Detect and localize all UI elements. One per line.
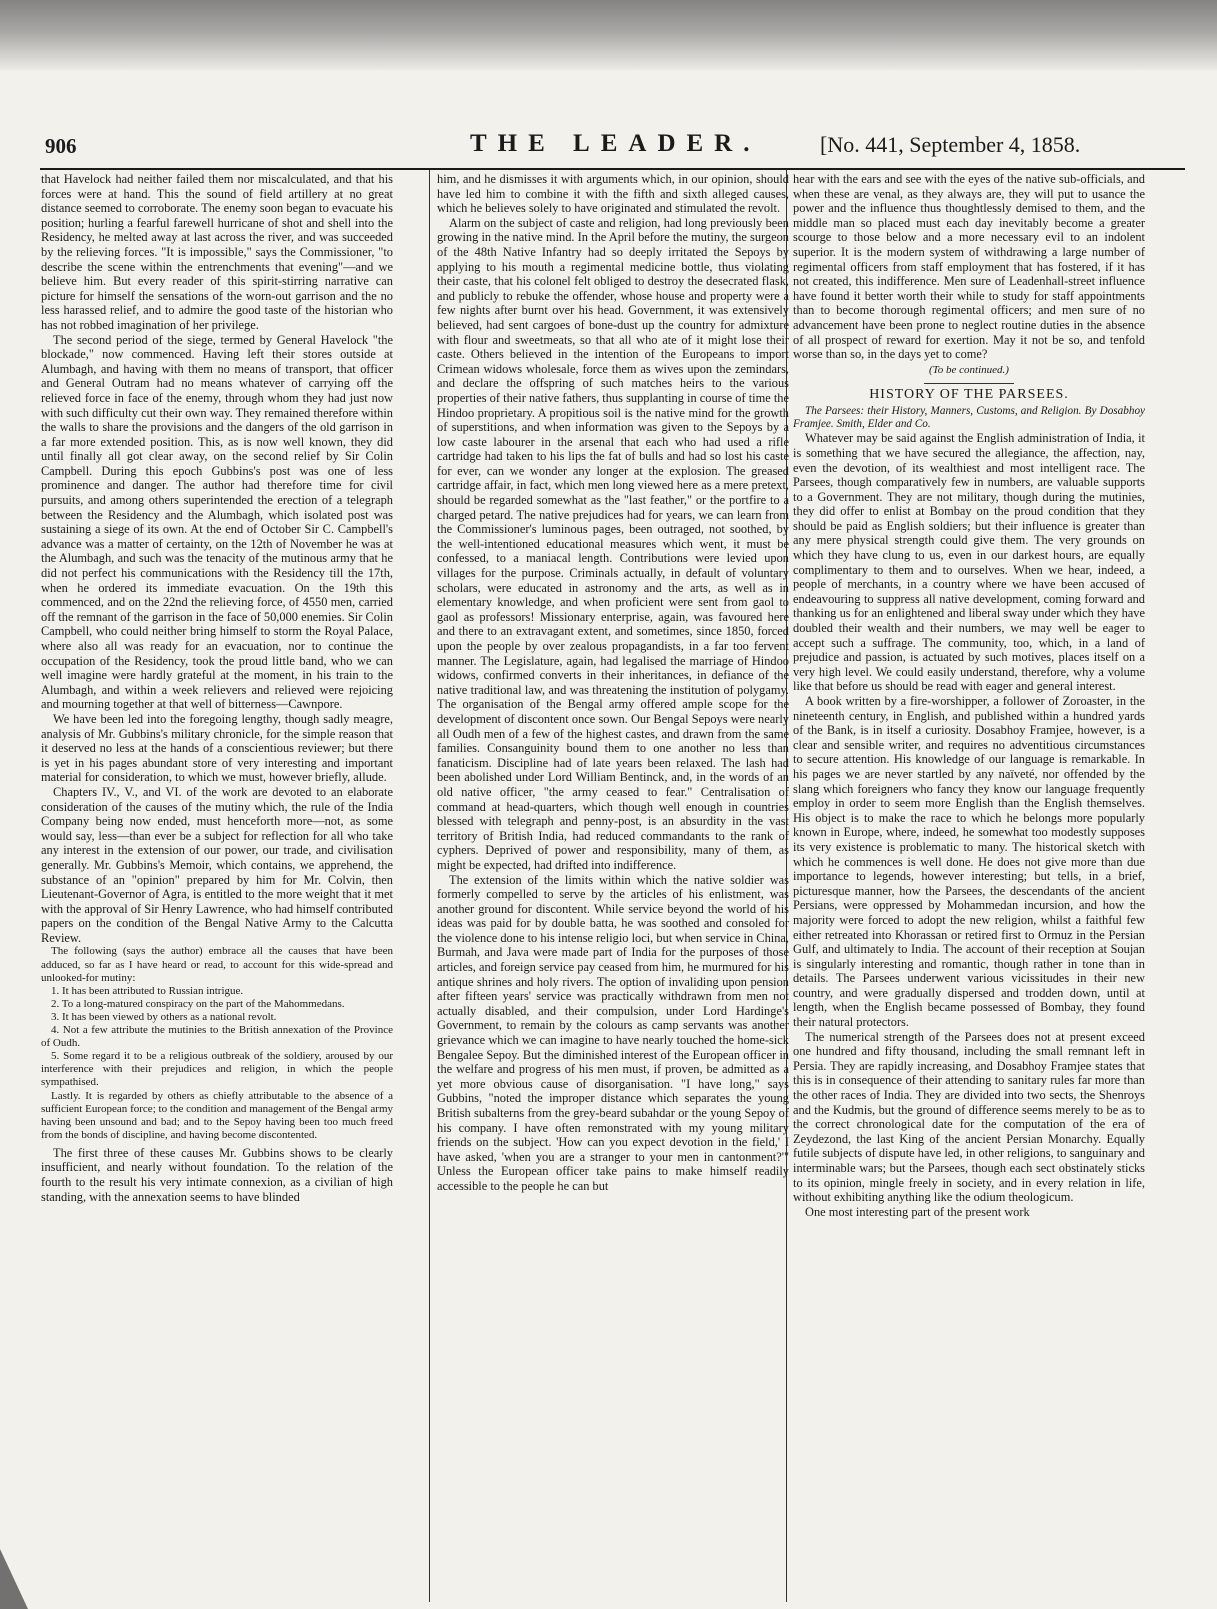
col3-paragraph-3: A book written by a fire-worshipper, a follower of Zoroaster, in the nineteenth century, in English, and published within a hundred yards of the Bank, is in itself a curiosity. Dosabhoy Framjee, however, is a clear and sensible writer, and requires no adventitious circumstances to secure attention. His knowledge of our language is remarkable. In his pages we are never startled by any naïveté, nor offended by the slang which foreigners who fancy they know our language frequently employ in order to seem more English than the English themselves. His object is to make the race to which he belongs more popularly known in Europe, where, indeed, he somewhat too modestly supposes its very existence is problematic to many. The historical sketch with which he commences is well done. He does not give more than due importance to legends, however interesting; but tells, in a brief, picturesque manner, how the Parsees, the descendants of the ancient Persians, were oppressed by Mohammedan incursion, and how the majority were forced to adopt the new religion, whilst a faithful few either retreated into Khorassan or retired first to Ormuz in the Persian Gulf, and ultimately to India. The account of their reception at Soujan is singularly interesting and romantic, though rather in tone than in details. The Parsees underwent various vicissitudes in their new country, and were gradually dispersed and trodden down, until at length, when the English became possessed of Bombay, they found their natural protectors. — [793, 694, 1145, 1030]
col1-paragraph-5: The first three of these causes Mr. Gubbins shows to be clearly insufficient, and nearly without foundation. To the relation of the fourth to the result his very intimate connexion, as a civilian of high standing, with the annexation seems to have blinded — [41, 1145, 393, 1204]
col1-paragraph-2: The second period of the siege, termed by General Havelock "the blockade," now commenced. Having left their stores outside at Alumbagh, and having with them no means of transport, that officer and General Outram had no means whatever of carrying off the relieved force in face of the enemy, through whom they had just now with such difficulty cut their own way. They remained therefore within the walls to share the provisions and the dangers of the old garrison in a far more extended position. This, as is now well known, they did until finally all got clear away, on the second relief by Sir Colin Campbell. During this epoch Gubbins's post was one of less prominence and danger. The author had therefore time for civil pursuits, and among others superintended the erection of a telegraph between the Residency and the Alumbagh, which isolated post was sustaining a siege of its own. At the end of October Sir C. Campbell's advance was a matter of certainty, on the 12th of November he was at the Alumbagh, and such was the tenacity of the mutinous army that he did not perfect his communications with the Residency till the 17th, when he ordered its immediate evacuation. On the 19th this commenced, and on the 22nd the relieving force, of 4550 men, carried off the remnant of the garrison in the face of 50,000 enemies. Sir Colin Campbell, who could neither bring himself to storm the Royal Palace, where also all was ready for an evacuation, nor to continue the occupation of the Residency, took the proud little band, who we can well imagine were hardly grateful at the moment, in his train to the Alumbagh, and within a week relievers and relieved were rejoicing and mourning together at that well of bitterness—Cawnpore. — [41, 332, 393, 712]
page-header — [40, 130, 1180, 166]
col3-paragraph-1: hear with the ears and see with the eyes of the native sub-officials, and when these are venal, as they always are, they will put to usance the power and the influence thus thoughtlessly demised to them, and the middle man so placed must each day inevitably become a greater scourge to those below and a more necessary evil to an indolent superior. It is the modern system of withdrawing a large number of regimental officers from staff employment that has fostered, if it has not created, this indifference. Men sure of Leadenhall-street influence have found it better worth their while to study for staff appointments than to become thorough regimental officers; and men sure of no advancement have been prone to neglect routine duties in the absence of all prospect of reward for exertion. May it not be so, and tenfold worse than so, in the days yet to come? — [793, 172, 1145, 362]
quote-intro: The following (says the author) embrace all the causes that have been adduced, so far as I have heard or read, to account for this wide-spread and unlooked-for mutiny: — [41, 945, 393, 984]
quote-item-4: 4. Not a few attribute the mutinies to the British annexation of the Province of Oudh. — [41, 1024, 393, 1050]
page-number: 906 — [45, 134, 77, 158]
column-1 — [41, 172, 393, 1602]
col3-paragraph-2: Whatever may be said against the English administration of India, it is something that we have secured the allegiance, the affection, nay, even the devotion, of its wealthiest and most intelligent race. The Parsees, though comparatively few in numbers, are valuable supports to a Government. They are not military, though during the mutinies, they did offer to enlist at Bombay on the proud condition that they should be paid as English soldiers; but their influence is greater than any mere physical strength could give them. The very grounds on which they have clung to us, even in our darkest hours, are equally complimentary to them and to ourselves. When we hear, indeed, a people of merchants, in a country where we have been accused of endeavouring to suppress all native development, coming forward and thanking us for an enlightened and liberal sway under which they have doubled their wealth and their numbers, we may well be eager to accept such a suffrage. The community, too, which, in a land of prejudice and passion, is actuated by such motives, places itself on a very high level. We could easily understand, therefore, why a volume like that before us should be read with eager and general interest. — [793, 431, 1145, 694]
to-be-continued: (To be continued.) — [929, 363, 1009, 376]
quote-item-3: 3. It has been viewed by others as a national revolt. — [51, 1010, 277, 1023]
quote-item-5: 5. Some regard it to be a religious outbreak of the soldiery, aroused by our interference with their prejudices and religion, in which the people sympathised. — [41, 1050, 393, 1089]
col1-paragraph-1: that Havelock had neither failed them nor miscalculated, and that his forces were at hand. This the sound of field artillery at no great distance seemed to corroborate. The enemy soon began to evacuate his position; hurling a fearful farewell hurricane of shot and shell into the Residency, he melted away at last across the river, and was succeeded by the relieving forces. "It is impossible," says the Commissioner, "to describe the scene within the entrenchments that evening"—and we believe him. But every reader of this spirit-stirring narrative can picture for himself the sensations of the worn-out garrison and the no less harassed relief, and to admire the good taste of the historian who has not robbed imagination of her privilege. — [41, 172, 393, 332]
quote-item-1: 1. It has been attributed to Russian intrigue. — [51, 984, 244, 997]
col2-paragraph-1: him, and he dismisses it with arguments which, in our opinion, should have led him to combine it with the fifth and sixth alleged causes, which he believes solely to have originated and stimulated the revolt. — [437, 172, 789, 216]
column-divider-1 — [429, 170, 430, 1602]
col3-paragraph-4: The numerical strength of the Parsees does not at present exceed one hundred and fifty thousand, including the small remnant left in Persia. They are rapidly increasing, and Dosabhoy Framjee states that this is in consequence of their attending to sanitary rules far more than the other races of India. They are divided into two sects, the Shenroys and the Kudmis, but the ground of difference seems merely to be as to the correct chronological date for the computation of the era of Zeydezond, the last King of the ancient Persian Monarchy. Equally futile subjects of dispute have led, in other religions, to sanguinary and interminable wars; but the Parsees, though each sect obstinately sticks to its opinion, mingle freely in society, and in every relation in life, without exhibiting anything like the odium theologicum. — [793, 1029, 1145, 1205]
article-byline: The Parsees: their History, Manners, Customs, and Religion. By Dosabhoy Framjee. Smith, Elder and Co. — [793, 404, 1145, 431]
col1-paragraph-4: Chapters IV., V., and VI. of the work are devoted to an elaborate consideration of the causes of the mutiny which, the rule of the India Company being now ended, must henceforth more—not, as some would say, less—than ever be a subject for reflection for all who take any interest in the extension of our power, our trade, and civilisation generally. Mr. Gubbins's Memoir, which contains, we apprehend, the substance of an "opinion" prepared by him for Mr. Colvin, then Lieutenant-Governor of Agra, is entitled to the more weight that it met with the approval of Sir Henry Lawrence, who had himself contributed papers on the condition of the Bengal Native Army to the Calcutta Review. — [41, 784, 393, 945]
issue-line: [No. 441, September 4, 1858. — [820, 132, 1081, 157]
col1-quotation — [41, 945, 393, 1141]
article-title: HISTORY OF THE PARSEES. — [869, 387, 1069, 403]
header-rule — [40, 168, 1185, 170]
scan-edge-shadow — [0, 0, 1217, 70]
quote-item-lastly: Lastly. It is regarded by others as chiefly attributable to the absence of a sufficient European force; to the condition and management of the Bengal army having been unsound and bad; and to the Sepoy having been too much freed from the bonds of discipline, and having become discontented. — [41, 1089, 393, 1141]
article-separator — [924, 383, 1014, 384]
col3-paragraph-5: One most interesting part of the present work — [805, 1204, 1030, 1219]
quote-item-2: 2. To a long-matured conspiracy on the part of the Mahommedans. — [51, 997, 345, 1010]
masthead-title: THE LEADER. — [470, 130, 761, 157]
col2-paragraph-2: Alarm on the subject of caste and religion, had long previously been growing in the native mind. In the April before the mutiny, the surgeon of the 48th Native Infantry had so deeply irritated the Sepoys by applying to his mouth a regimental medicine bottle, thus violating their caste, that his colonel felt obliged to destroy the desecrated flask, and publicly to rebuke the offender, whose house and property were a few nights after burnt over his head. Government, it was extensively believed, had sent cargoes of bone-dust up the country for admixture with flour and sweetmeats, so that all who ate of it might lose their caste. Others believed in the intention of the Europeans to import Crimean widows wholesale, force them as wives upon the zemindars, and declare the offspring of such matches heirs to the various properties of their native fathers, thus supplanting in course of time the Hindoo proprietary. A propitious soil is the native mind for the growth of superstitions, and when information was given to the Sepoys by a low caste labourer in the arsenal that each who had used a rifle cartridge had taken to his lips the fat of bulls and had so lost his caste for ever, can we wonder any longer at the explosion. The greased cartridge affair, in fact, which men long viewed here as a mere pretext, should be regarded somewhat as the "last feather," or the portfire to a charged petard. The native prejudices had for years, we can learn from the Commissioner's luminous pages, been outraged, not soothed, by the well-intentioned educational measures which went, it must be confessed, to a maniacal length. Contributions were levied upon villages for the purpose. Criminals actually, in default of voluntary scholars, were educated in astronomy and the arts, as well as in elementary knowledge, and when proficient were sent from gaol to gaol as professors! Missionary enterprise, again, was favoured here and there to an extravagant extent, and sometimes, since 1850, forced upon the people by over zealous propagandists, in a far too fervent manner. The Legislature, again, had legalised the marriage of Hindoo widows, confirmed converts in their inheritances, in defiance of the native traditional law, and was threatening the institution of polygamy. The organisation of the Bengal army offered ample scope for the development of discontent once sown. Our Bengal Sepoys were nearly all Oudh men of a few of the highest castes, and drawn from the same families. Consanguinity bound them to one another no less than fanaticism. Discipline had of late years been relaxed. The lash had been abolished under Lord William Bentinck, and, in the words of an old native officer, "the army ceased to fear." Centralisation of command at head-quarters, which though well enough in countries blessed with telegraph and penny-post, is an absurdity in the vast territory of British India, had reduced commandants to the rank of cyphers. Deprived of power and responsibility, many of them, as might be expected, had drifted into indifference. — [437, 215, 789, 872]
scan-corner-shadow — [0, 1549, 28, 1609]
column-2 — [437, 172, 789, 1602]
col1-paragraph-3: We have been led into the foregoing lengthy, though sadly meagre, analysis of Mr. Gubbins's military chronicle, for the simple reason that it deserved no less at the hands of a conscientious reviewer; but there is yet in his pages abundant store of very interesting and important material for consideration, to which we must, however briefly, allude. — [41, 711, 393, 785]
column-3 — [793, 172, 1145, 1602]
col2-paragraph-3: The extension of the limits within which the native soldier was formerly compelled to serve by the articles of his enlistment, was another ground for discontent. While service beyond the world of his ideas was paid for by double batta, he was soothed and consoled for the violence done to his intense religio loci, but when service in China, Burmah, and Java were made part of India for the purposes of those articles, and foreign service pay ceased from him, he murmured for his antique shrines and holy rivers. The option of invaliding upon pension after fifteen years' service was practically withdrawn from men not actually disabled, and their compulsion, under Lord Hardinge's Government, to remain by the colours as camp servants was another grievance which we can imagine to have nearly touched the home-sick Bengalee Sepoy. But the diminished interest of the European officer in the welfare and progress of his men must, if proven, be admitted as a yet more obvious cause of disorganisation. "I have long," says Gubbins, "noted the improper distance which separates the young British subalterns from the grey-beard subahdar or the young Sepoy of his company. I have often remonstrated with my young military friends on the subject. 'How can you expect devotion in the field,' I have asked, 'when you are a stranger to your men in cantonment?'" Unless the European officer take pains to make himself readily accessible to the people he can but — [437, 872, 789, 1193]
